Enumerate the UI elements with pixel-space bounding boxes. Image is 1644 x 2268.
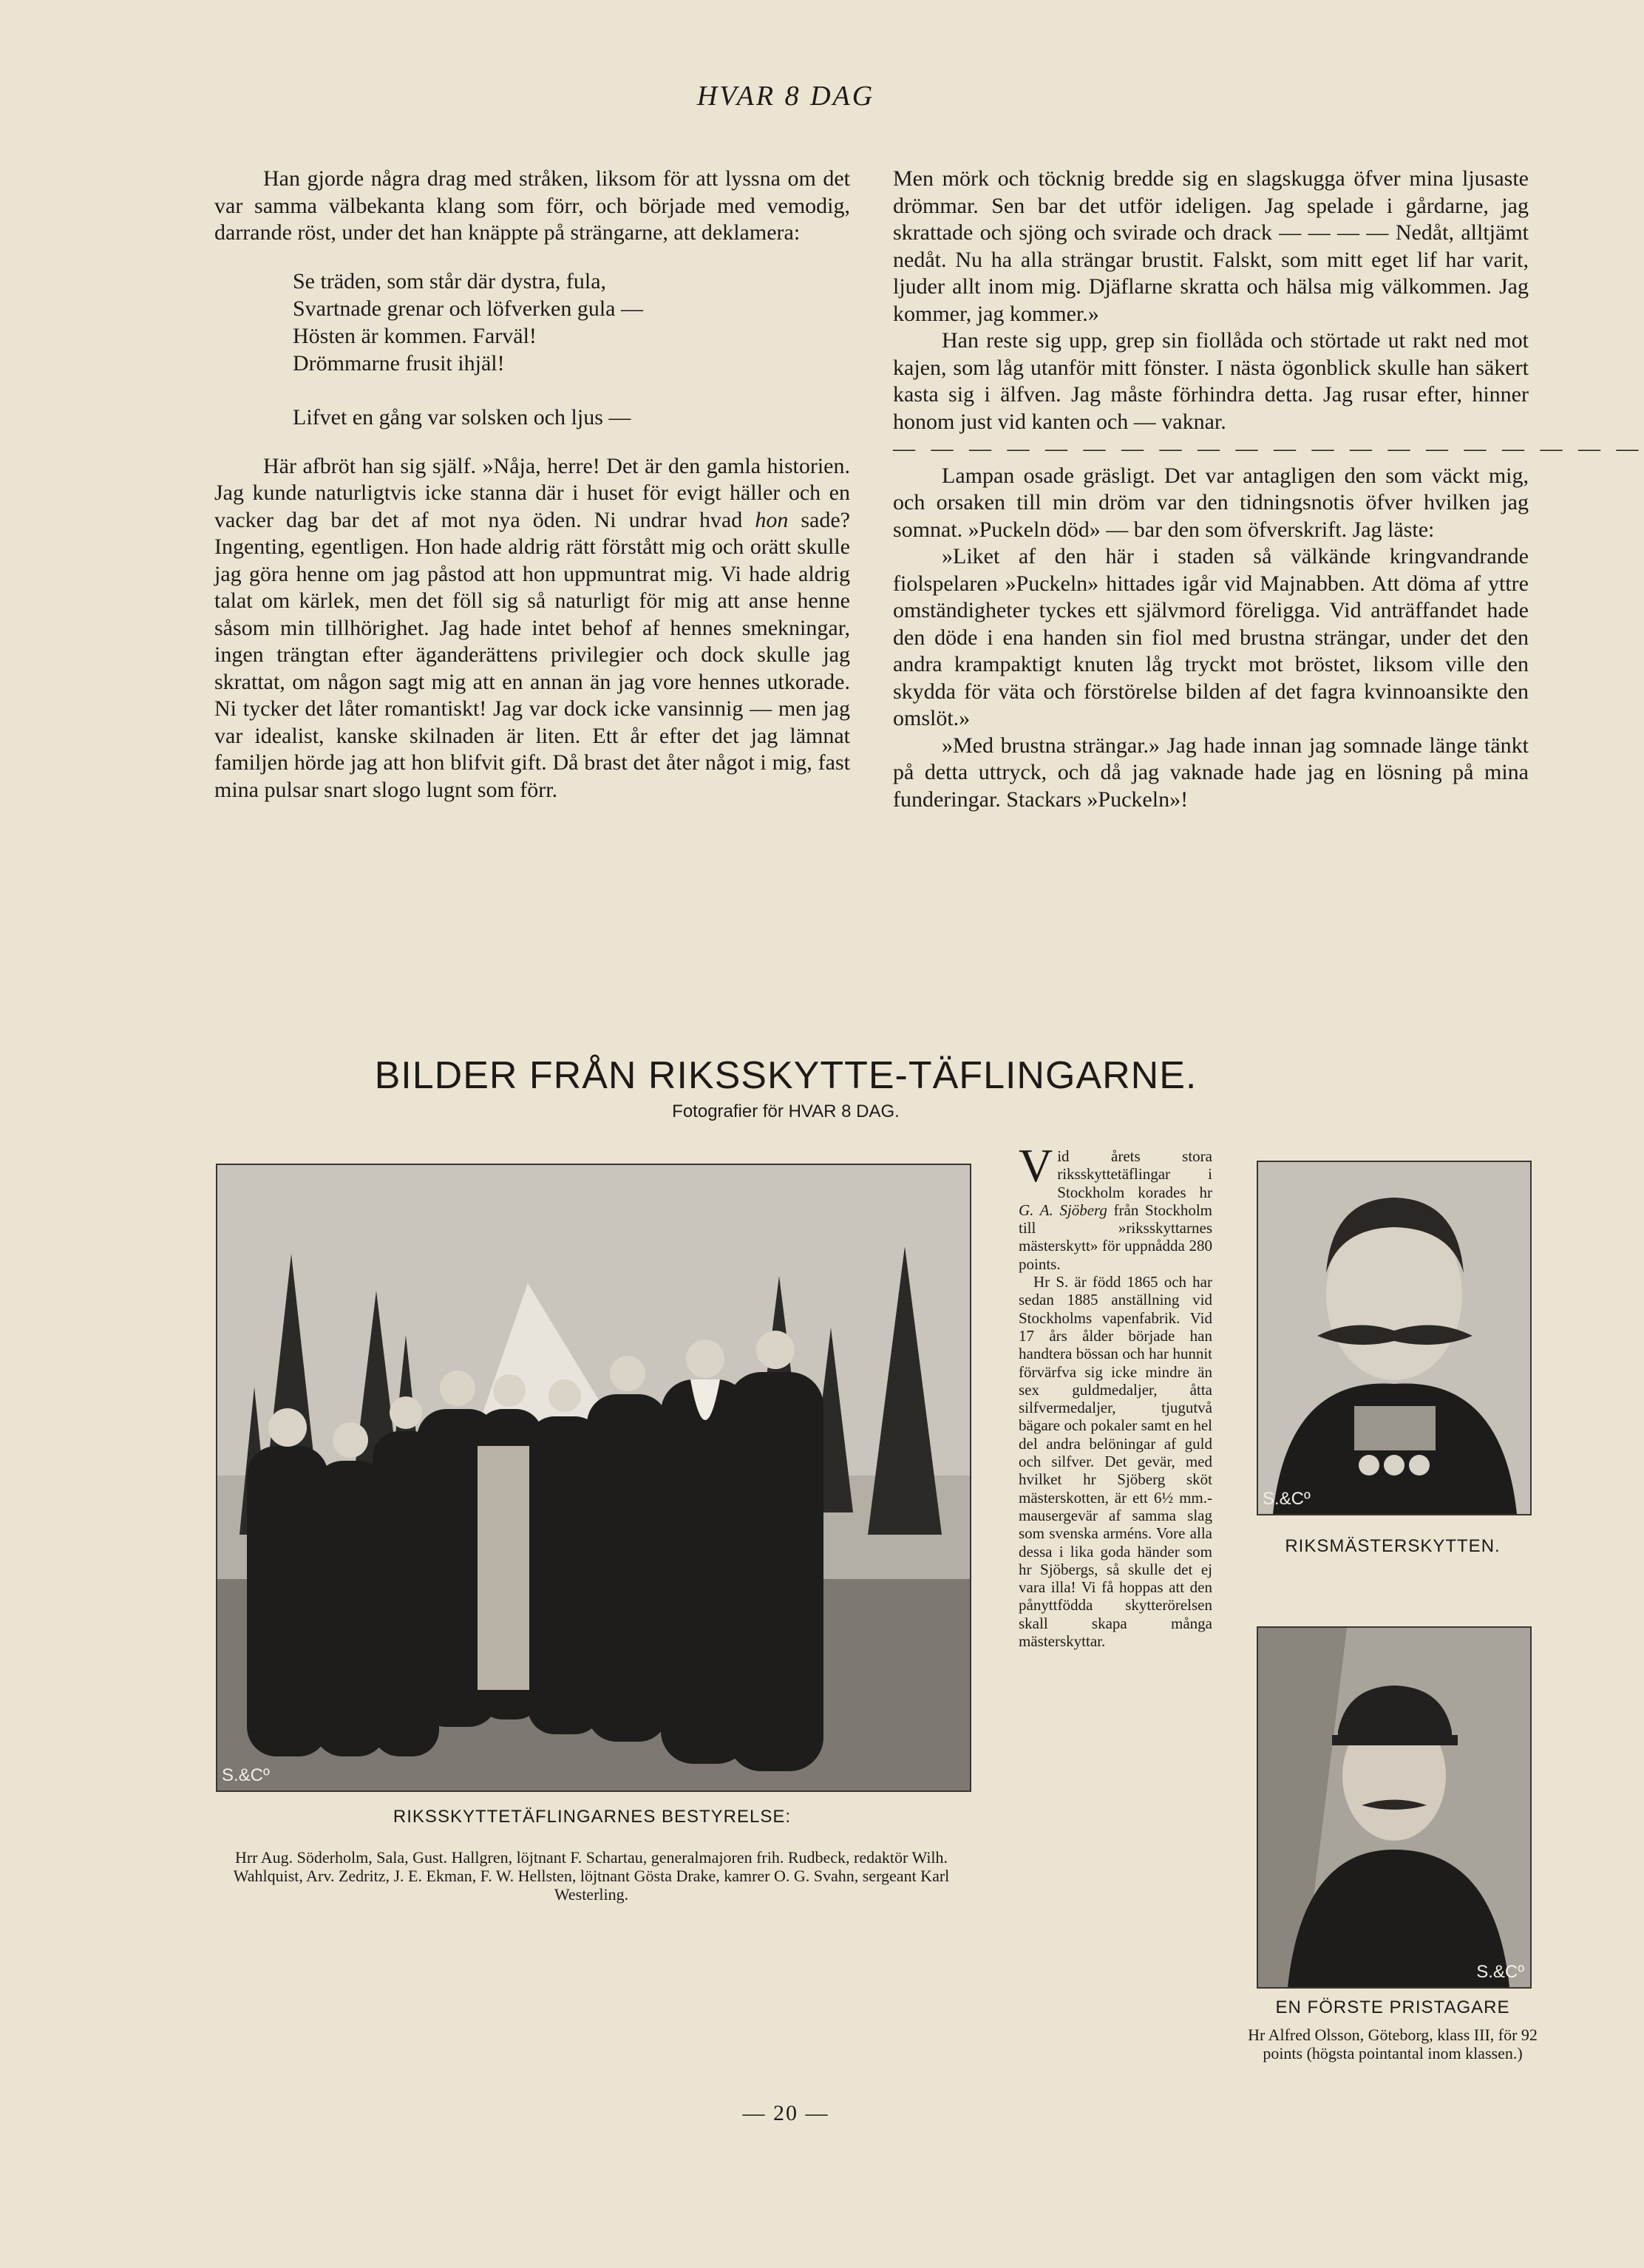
studio-mark: S.&Cº — [1476, 1962, 1524, 1982]
paragraph: Hr S. är född 1865 och har sedan 1885 anställning vid Stockholms vapenfabrik. Vid 17 års ålder började han handtera bössan och har hunnit förvärfva sig icke mindre än sex guldmedaljer, åtta silfvermedaljer, tjugutvå bägare och pokaler samt en hel del andra belöningar af guld och silfver. Det gevär, med hvilket hr Sjöberg sköt mästerskotten, är ett 6½ mm.-mausergevär af samma slag som svenska arméns. Vore alla dessa i lika goda händer som hr Sjöbergs, så skulle det ej vara illa! Vi få hoppas att den pånyttfödda skytterörelsen skall skapa många mästerskyttar. — [1019, 1273, 1212, 1651]
paragraph: »Liket af den här i staden så välkände kringvandrande fiolspelaren »Puckeln» hittades igår vid Majnabben. Att döma af yttre omständigheter tyckes ett självmord föreligga. Vid anträffandet hade den döde i ena handen sin fiol med brustna strängar, under det den andra krampaktigt knuten låg tryckt mot bröstet, liksom ville den skydda för väta och förstörelse bilden af det fagra kvinnoansikte den omslöt.» — [893, 544, 1529, 730]
portrait-prize-winner-illustration — [1258, 1628, 1530, 1987]
running-head: HVAR 8 DAG — [696, 81, 875, 112]
paragraph: Han gjorde några drag med stråken, liksom för att lyssna om det var samma välbekanta klang som förr, och började med vemodig, darrande röst, under det han knäppte på strängarne, att deklamera: — [214, 166, 850, 245]
paragraph: Han reste sig upp, grep sin fiollåda och störtade ut rakt ned mot kajen, som låg utanför mitt fönster. I nästa ögonblick skulle han säkert kasta sig i älfven. Jag måste förhindra detta. Jag rusar efter, hinner honom just vid kanten och — vaknar. — [893, 328, 1529, 434]
page-number: — 20 — — [742, 2101, 829, 2125]
section-subtitle: Fotografier för HVAR 8 DAG. — [672, 1101, 900, 1121]
portrait-champion-illustration — [1258, 1162, 1530, 1514]
portrait-prize-winner-caption-title: EN FÖRSTE PRISTAGARE — [1275, 1997, 1510, 2017]
poem — [293, 268, 850, 431]
group-photo-caption: Hrr Aug. Söderholm, Sala, Gust. Hallgren, löjtnant F. Schartau, generalmajoren frih. Rudbeck, redaktör Wilh. Wahlquist, Arv. Zedritz, J. E. Ekman, F. W. Hellsten, löjtnant Gösta Drake, kamrer O. G. Svahn, sergeant Karl Westerling. — [233, 1848, 950, 1904]
group-photo — [216, 1164, 971, 1792]
paragraph: Vid årets stora riksskyttetäflingar i Stockholm korades hr G. A. Sjöberg från Stockholm till »riksskyttarnes mästerskytt» för uppnådda 280 points. — [1019, 1139, 1212, 1273]
poem-line: Se träden, som står där dystra, fula, — [293, 268, 607, 293]
paragraph: Här afbröt han sig själf. »Nåja, herre! Det är den gamla historien. Jag kunde naturligtvis icke stanna där i huset för evigt häller och en vacker dag bar det af mot nya öden. Ni undrar hvad hon sade? Ingenting, egentligen. Hon hade aldrig rätt förstått mig och orätt skulle jag göra henne om jag påstod att hon uppmuntrat mig. Vi hade aldrig talat om kärlek, men det föll sig så naturligt för mig att anse henne såsom min tillhörighet. Jag hade intet behof af hennes smekningar, ingen trängtan efter äganderättens privilegier och dock skulle jag skrattat, om någon sagt mig att en annan än jag vore hennes utkorade. Ni tycker det låter romantiskt! Jag var dock icke vansinnig — men jag var idealist, kanske skilnaden är liten. Ett år efter det jag lämnat familjen hörde jag att hon blifvit gift. Då brast det åter något i mig, fast mina pulsar snart slogo lugnt som förr. — [214, 453, 850, 802]
portrait-champion — [1257, 1161, 1532, 1515]
italic-word: hon — [755, 507, 789, 532]
studio-mark: S.&Cº — [222, 1765, 270, 1785]
paragraph: »Med brustna strängar.» Jag hade innan jag somnade länge tänkt på detta uttryck, och då jag vaknade hade jag en lösning på mina funderingar. Stackars »Puckeln»! — [893, 733, 1529, 812]
poem-line: Drömmarne frusit ihjäl! — [293, 350, 505, 376]
narrow-text-column — [1019, 1139, 1212, 1651]
portrait-champion-caption: RIKSMÄSTERSKYTTEN. — [1285, 1536, 1501, 1556]
group-photo-caption-title: RIKSSKYTTETÄFLINGARNES BESTYRELSE: — [393, 1807, 792, 1827]
portrait-prize-winner-caption: Hr Alfred Olsson, Göteborg, klass III, för 92 points (högsta pointantal inom klassen.) — [1248, 2026, 1538, 2062]
poem-line: Hösten är kommen. Farväl! — [293, 323, 537, 348]
paragraph: Lampan osade gräsligt. Det var antagligen den som väckt mig, och orsaken till min dröm var den tidningsnotis öfver hvilken jag somnat. »Puckeln död» — bar den som öfverskrift. Jag läste: — [893, 463, 1529, 542]
portrait-prize-winner — [1257, 1626, 1532, 1989]
italic-name: G. A. Sjöberg — [1019, 1201, 1107, 1219]
group-photo-illustration — [217, 1165, 970, 1790]
left-text-column — [214, 166, 850, 804]
section-title: BILDER FRÅN RIKSSKYTTE-TÄFLINGARNE. — [374, 1054, 1198, 1097]
poem-line: Lifvet en gång var solsken och ljus — — [293, 404, 631, 430]
drop-cap: V — [1019, 1139, 1053, 1192]
paragraph: Men mörk och töcknig bredde sig en slagskugga öfver mina ljusaste drömmar. Sen bar det utför ideligen. Jag spelade i gårdarne, jag skrattade och sjöng och svirade och drack — — — — Nedåt, alltjämt nedåt. Nu ha alla strängar brustit. Falskt, som mitt eget lif har varit, ljuder allt inom mig. Djäflarne skratta och hälsa mig välkommen. Jag kommer, jag kommer.» — [893, 166, 1529, 326]
studio-mark: S.&Cº — [1263, 1489, 1311, 1509]
right-text-column — [893, 166, 1644, 813]
poem-line: Svartnade grenar och löfverken gula — — [293, 296, 643, 321]
dash-divider: — — — — — — — — — — — — — — — — — — — — — [893, 436, 1644, 461]
